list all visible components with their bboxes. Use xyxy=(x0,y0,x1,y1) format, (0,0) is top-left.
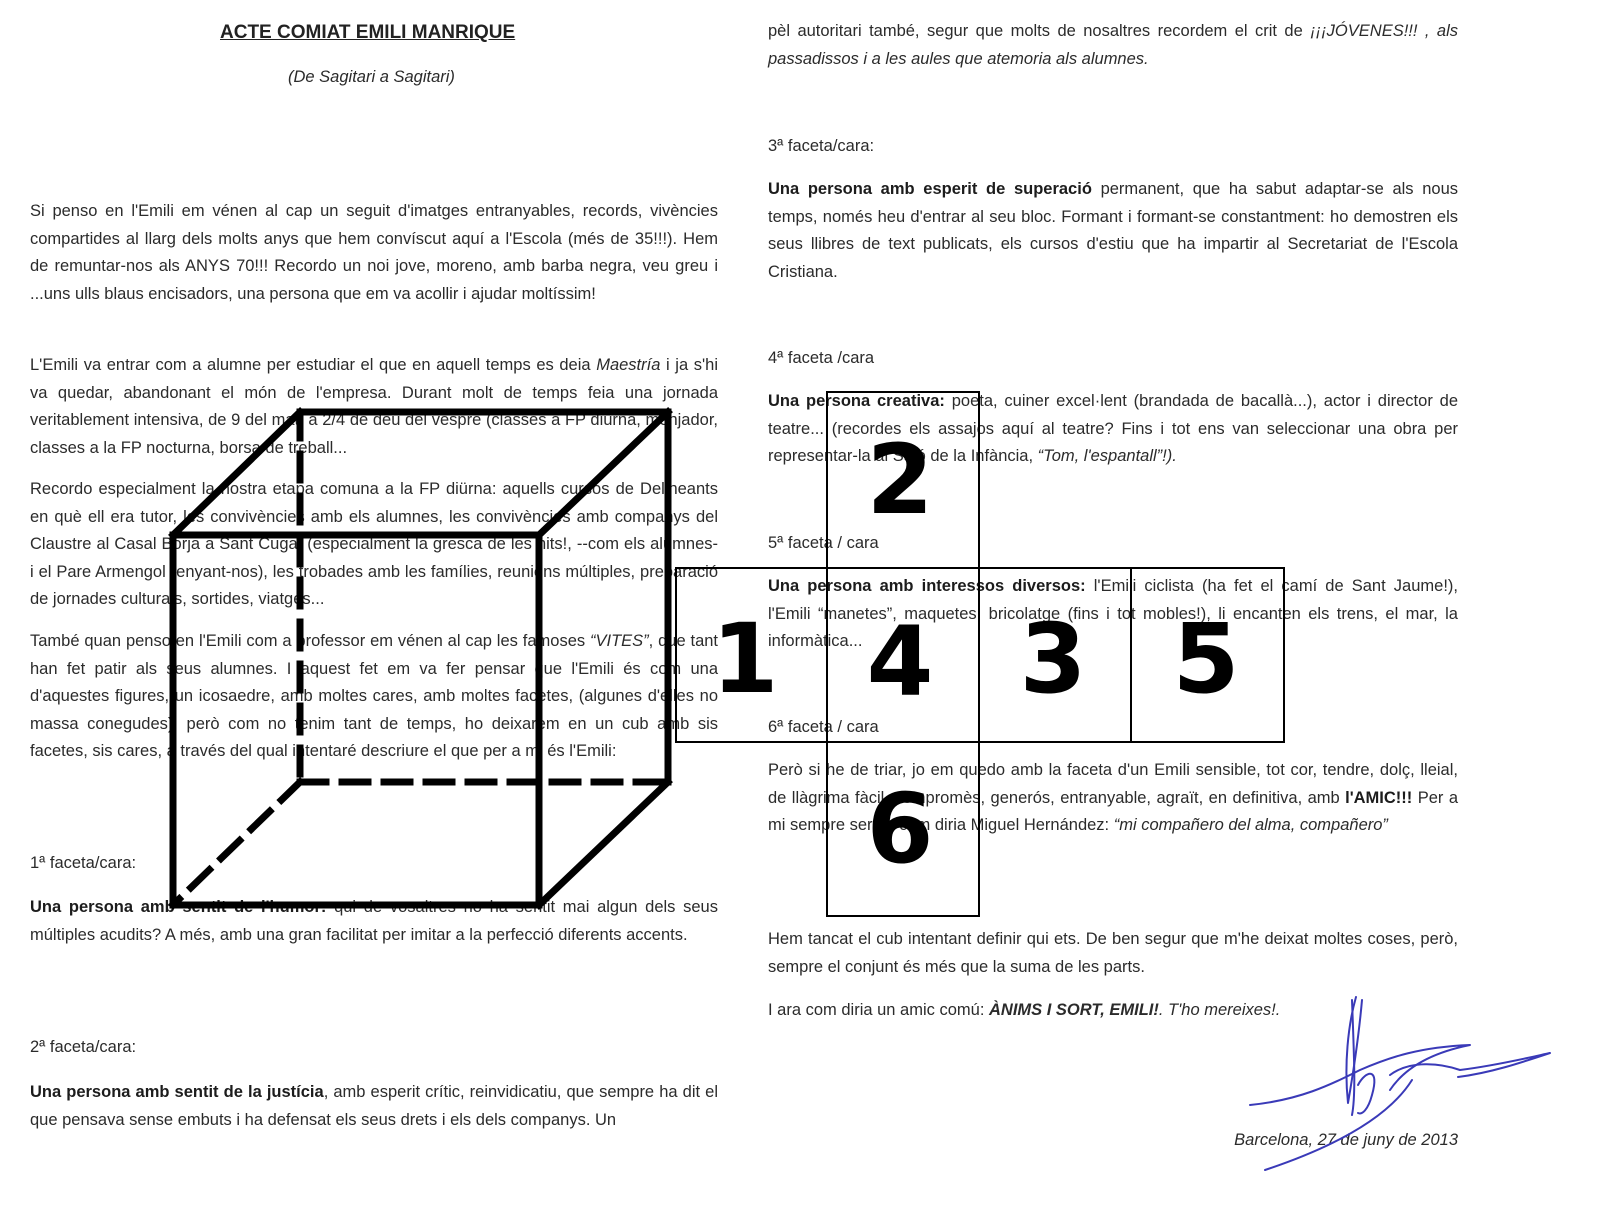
handwritten-signature xyxy=(1240,985,1560,1175)
facet-3-label: 3ª faceta/cara: xyxy=(768,137,875,155)
facet-1-label: 1ª faceta/cara: xyxy=(30,854,137,872)
facet-4-text: Una persona creativa: poeta, cuiner excel·lent (brandada de bacallà...), actor i director de teatre... (recordes els assajos aquí al teatre? Fins i tot ens van seleccionar una obra per representar-la al Saló de la Infància, “Tom, l'espantall”!). xyxy=(768,392,1458,465)
facet-5-label: 5ª faceta / cara xyxy=(768,534,879,552)
closing-greeting: I ara com diria un amic comú: ÀNIMS I SORT, EMILI!. T'ho mereixes!. xyxy=(768,1001,1281,1019)
page-title: ACTE COMIAT EMILI MANRIQUE xyxy=(220,22,516,43)
paragraph-1: Si penso en l'Emili em vénen al cap un seguit d'imatges entranyables, records, vivències compartides al llarg dels molts anys que hem convíscut aquí a l'Escola (més de 35!!!). Hem de remuntar-nos als ANYS 70!!! Recordo un noi jove, moreno, amb barba negra, veu greu i ...uns ulls blaus encisadors, una persona que em va acollir i ajudar moltíssim! xyxy=(30,202,718,303)
closing-paragraph: Hem tancat el cub intentant definir qui ets. De ben segur que m'he deixat moltes coses, però, sempre el conjunt és més que la suma de les parts. xyxy=(768,930,1458,976)
net-number-5: 5 xyxy=(1172,603,1240,715)
facet-6-label: 6ª faceta / cara xyxy=(768,718,879,736)
net-number-1: 1 xyxy=(711,603,779,715)
facet-3-text: Una persona amb esperit de superació permanent, que ha sabut adaptar-se als nous temps, només heu d'entrar al seu bloc. Formant i formant-se constantment: ho demostren els seus llibres de text publicats, els cursos d'estiu que ha impartir al Secretariat de l'Escola Cristiana. xyxy=(768,180,1458,281)
net-number-3: 3 xyxy=(1019,603,1087,715)
facet-4-label: 4ª faceta /cara xyxy=(768,349,875,367)
facet-2-text: Una persona amb sentit de la justícia, amb esperit crític, reinvidicatiu, que sempre ha dit el que pensava sense embuts i ha defensat els seus drets i els dels companys. Un xyxy=(30,1083,718,1129)
net-number-6: 6 xyxy=(866,773,934,885)
date-line: Barcelona, 27 de juny de 2013 xyxy=(1234,1131,1458,1149)
net-number-4: 4 xyxy=(866,606,934,718)
paragraph-3: Recordo especialment la nostra etapa comuna a la FP diürna: aquells cursos de Delineants en què ell era tutor, les convivències amb els alumnes, les convivències amb companys del Claustre al Casal Borja a Sant Cugat (especialment la gresca de les nits!, --com els alumnes- i el Pare Armengol renyant-nos), les trobades amb les famílies, reunions múltiples, preparació de jornades culturals, sortides, viatges... xyxy=(30,480,718,608)
paragraph-4: També quan penso en l'Emili com a professor em vénen al cap les famoses “VITES”, que tant han fet patir als seus alumnes. I aquest fet em va fer pensar que l'Emili és com una d'aquestes figures, un icosaedre, amb moltes cares, amb moltes facetes, (algunes d'elles no massa conegudes), però com no tenim tant de temps, ho deixarem en un cub amb sis facetes, sis cares, a través del qual intentaré descriure el que per a mi és l'Emili: xyxy=(30,632,719,760)
facet-6-text: Però si he de triar, jo em quedo amb la faceta d'un Emili sensible, tot cor, tendre, dolç, lleial, de llàgrima fàcil, compromès, generós, entranyable, agraït, en definitiva, amb l'AMIC!!! Per a mi sempre seràs, com diria Miguel Hernández: “mi compañero del alma, compañero” xyxy=(768,761,1459,834)
cube-hidden-edge-diagonal xyxy=(173,782,300,905)
paragraph-continued: pèl autoritari també, segur que molts de nosaltres recordem el crit de ¡¡¡JÓVENES!!! , als passadissos i a les aules que atemoria als alumnes. xyxy=(768,22,1458,68)
facet-2-label: 2ª faceta/cara: xyxy=(30,1038,137,1056)
facet-1-text: Una persona amb sentit de l'humor: qui de vosaltres no ha sentit mai algun dels seus múltiples acudits? A més, amb una gran facilitat per imitar a la perfecció diferents accents. xyxy=(30,898,718,944)
facet-5-text: Una persona amb interessos diversos: l'Emili ciclista (ha fet el camí de Sant Jaume!), l'Emili “manetes”, maquetes, bricolatge (fins i tot mobles!), li encanten els trens, el mar, la informàtica... xyxy=(768,577,1458,650)
cube-edge-bottom-right xyxy=(539,782,668,905)
paragraph-2: L'Emili va entrar com a alumne per estudiar el que en aquell temps es deia Maestría i ja s'hi va quedar, abandonant el món de l'empresa. Durant molt de temps feia una jornada veritablement intensiva, de 9 del matí a 2/4 de deu del vespre (classes a FP diürna, menjador, classes a la FP nocturna, borsa de treball... xyxy=(30,356,718,457)
page-subtitle: (De Sagitari a Sagitari) xyxy=(288,68,455,86)
net-number-2: 2 xyxy=(866,424,934,536)
